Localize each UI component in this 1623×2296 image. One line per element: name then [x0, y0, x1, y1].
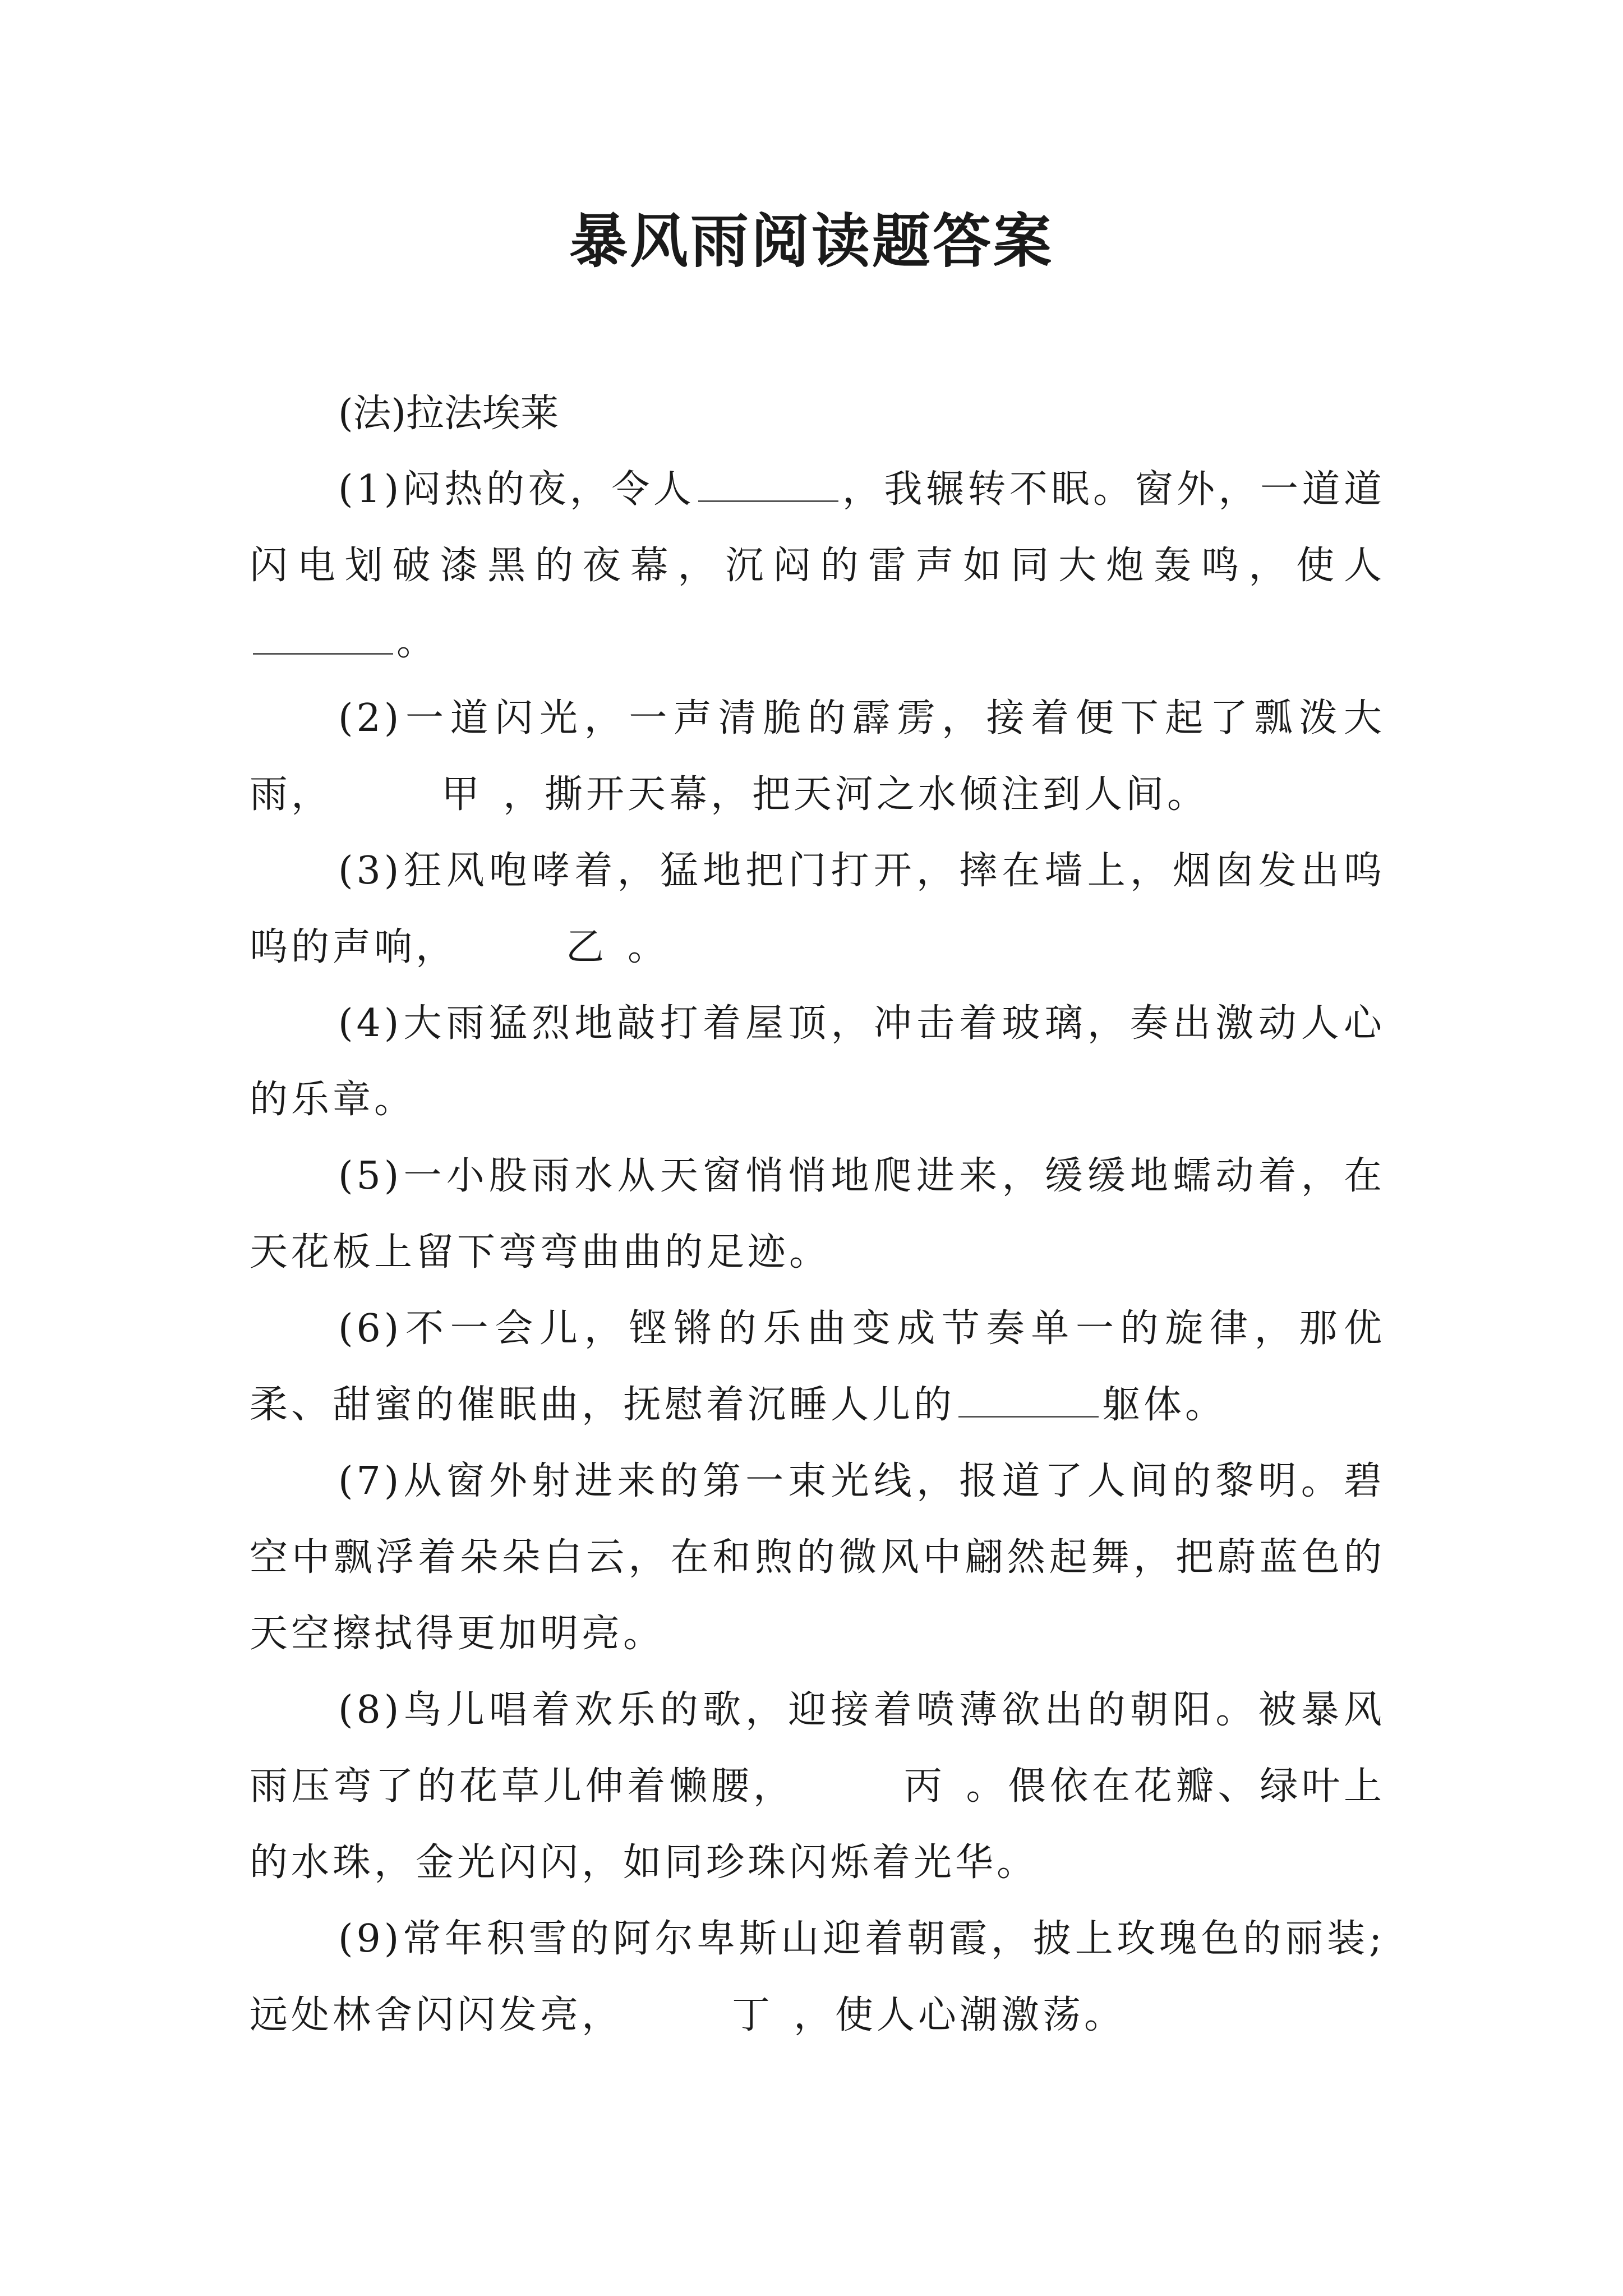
- paragraph-number: (6): [338, 1306, 403, 1351]
- paragraph-number: (8): [338, 1688, 403, 1732]
- paragraph-text: 常年积雪的阿尔卑斯山迎着朝霞，披上玫瑰色的丽装;远处林舍闪闪发亮，: [250, 1917, 1385, 2037]
- paragraph-text: 一道闪光，一声清脆的霹雳，接着便下起了瓢泼大雨，: [250, 696, 1385, 817]
- answer-slot-ding: 丁: [732, 1993, 774, 2037]
- paragraph-4: [250, 986, 1385, 1138]
- paragraph-text: 从窗外射进来的第一束光线，报道了人间的黎明。碧空中飘浮着朵朵白云，在和煦的微风中翩然起舞，把蔚蓝色的天空擦拭得更加明亮。: [250, 1459, 1385, 1656]
- answer-slot-yi: 乙: [566, 925, 608, 969]
- paragraph-text: 。: [628, 925, 670, 969]
- paragraph-number: (2): [338, 696, 403, 740]
- document-title: 暴风雨阅读题答案: [569, 206, 1054, 275]
- paragraph-text: ，我辗转不眠。窗外，一道道闪电划破漆黑的夜幕，沉闷的雷声如同大炮轰鸣，使人: [250, 467, 1385, 588]
- paragraph-text: 大雨猛烈地敲打着屋顶，冲击着玻璃，奏出激动人心的乐章。: [250, 1001, 1385, 1122]
- paragraph-3: [250, 833, 1385, 986]
- paragraph-text: 躯体。: [1102, 1383, 1227, 1427]
- paragraph-number: (7): [338, 1459, 403, 1503]
- paragraph-8: [250, 1672, 1385, 1901]
- paragraph-number: (3): [338, 849, 403, 893]
- answer-slot-bing: 丙: [903, 1764, 946, 1809]
- paragraph-6: [250, 1291, 1385, 1443]
- author-line: (法)拉法埃莱: [338, 392, 559, 436]
- paragraph-2: [250, 680, 1385, 833]
- paragraph-1: [250, 452, 1385, 680]
- paragraph-text: 闷热的夜，令人: [402, 467, 695, 512]
- article-body: [250, 376, 1385, 2054]
- paragraph-number: (5): [338, 1154, 403, 1198]
- paragraph-text: 一小股雨水从天窗悄悄地爬进来，缓缓地蠕动着，在天花板上留下弯弯曲曲的足迹。: [250, 1154, 1385, 1274]
- fill-blank: [958, 1382, 1099, 1418]
- fill-blank: [253, 619, 393, 655]
- paragraph-text: 。偎依在花瓣、绿叶上的水珠，金光闪闪，如同珍珠闪烁着光华。: [250, 1764, 1385, 1885]
- paragraph-number: (9): [338, 1917, 403, 1961]
- paragraph-text: 鸟儿唱着欢乐的歌，迎接着喷薄欲出的朝阳。被暴风雨压弯了的花草儿伸着懒腰，: [250, 1688, 1385, 1809]
- paragraph-text: ，撕开天幕，把天河之水倾注到人间。: [503, 772, 1209, 817]
- paragraph-text: 不一会儿，铿锵的乐曲变成节奏单一的旋律，那优柔、甜蜜的催眠曲，抚慰着沉睡人儿的: [250, 1306, 1385, 1427]
- fill-blank: [698, 467, 838, 502]
- answer-slot-jia: 甲: [441, 772, 483, 817]
- paragraph-text: 。: [396, 620, 439, 664]
- paragraph-text: 狂风咆哮着，猛地把门打开，摔在墙上，烟囱发出呜呜的声响，: [250, 849, 1385, 969]
- paragraph-9: [250, 1901, 1385, 2054]
- paragraph-7: [250, 1443, 1385, 1672]
- paragraph-number: (4): [338, 1001, 403, 1046]
- paragraph-text: ，使人心潮激荡。: [794, 1993, 1126, 2037]
- paragraph-number: (1): [338, 467, 403, 512]
- paragraph-5: [250, 1138, 1385, 1291]
